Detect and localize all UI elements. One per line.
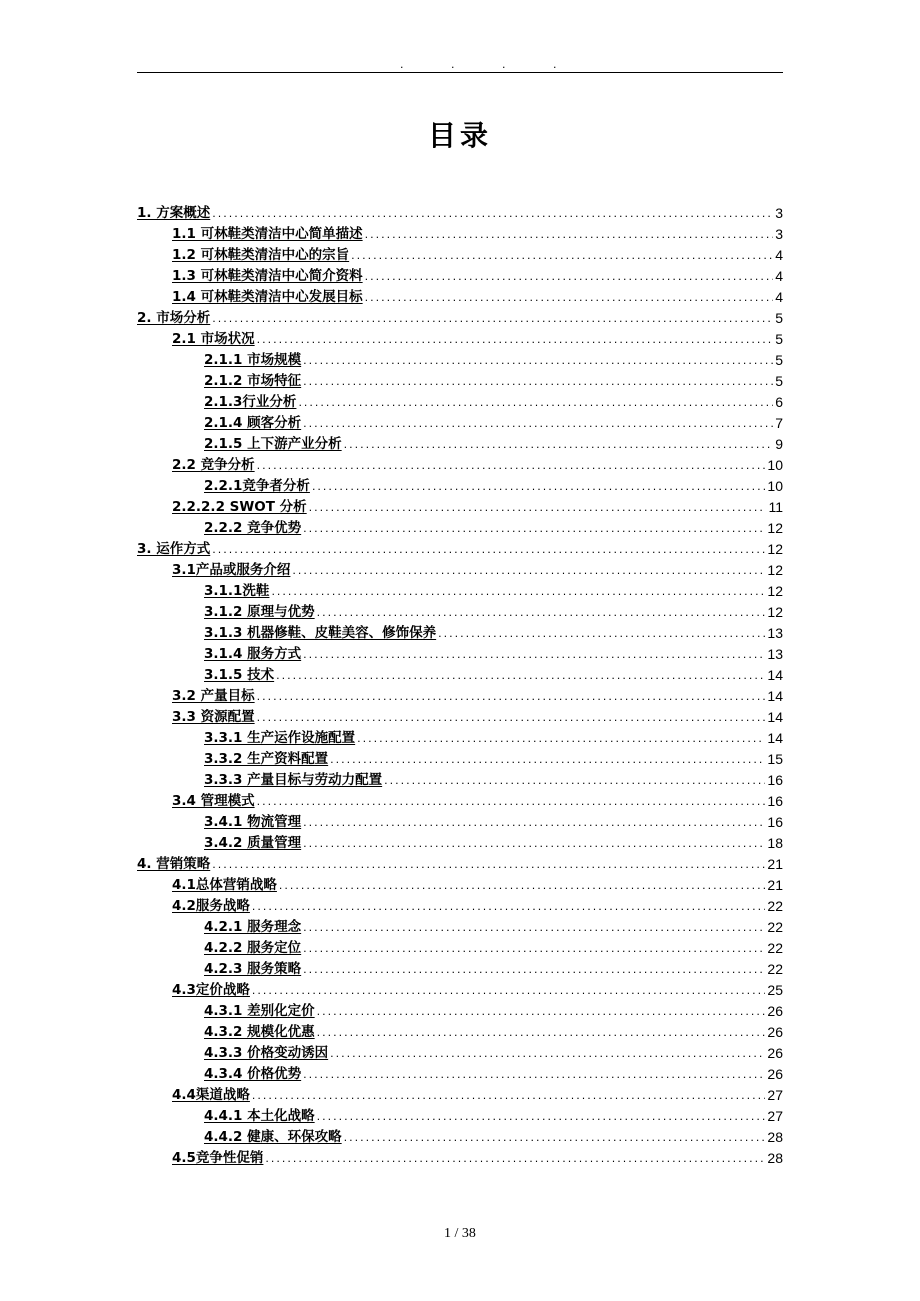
toc-entry[interactable] [137,410,783,431]
toc-entry-page: 10 [767,478,783,494]
toc-leader-dots [303,354,773,368]
toc-leader-dots [303,816,765,830]
toc-entry-page: 28 [767,1129,783,1145]
toc-entry-label[interactable]: 4.3.2 规模化优惠 [204,1024,315,1040]
toc-leader-dots [212,858,765,872]
toc-entry[interactable] [137,389,783,410]
toc-entry-label[interactable]: 4. 营销策略 [137,856,211,872]
toc-leader-dots [317,606,766,620]
toc-leader-dots [365,270,774,284]
toc-entry-label[interactable]: 3.3.3 产量目标与劳动力配置 [204,772,383,788]
toc-entry-page: 7 [775,415,783,431]
toc-leader-dots [344,438,774,452]
toc-entry[interactable] [137,473,783,494]
toc-entry[interactable] [137,1145,783,1166]
toc-leader-dots [317,1110,766,1124]
toc-entry[interactable] [137,704,783,725]
toc-entry[interactable] [137,725,783,746]
toc-entry-page: 14 [767,667,783,683]
toc-entry-label[interactable]: 3.3.2 生产资料配置 [204,751,329,767]
header-dots: . . . . [400,58,579,71]
toc-entry[interactable] [137,263,783,284]
toc-entry-label[interactable]: 2.1.2 市场特征 [204,373,302,389]
toc-entry-page: 14 [767,730,783,746]
toc-entry-label[interactable]: 2.1 市场状况 [172,331,255,347]
toc-entry[interactable] [137,1040,783,1061]
toc-entry[interactable] [137,347,783,368]
toc-leader-dots [384,774,765,788]
toc-entry[interactable] [137,767,783,788]
toc-entry-label[interactable]: 3.4.2 质量管理 [204,835,302,851]
toc-entry-label[interactable]: 2.1.3行业分析 [204,394,297,410]
toc-leader-dots [257,690,766,704]
toc-entry-label[interactable]: 2.1.1 市场规模 [204,352,302,368]
toc-entry[interactable] [137,494,783,515]
toc-leader-dots [303,921,765,935]
toc-entry-page: 25 [767,982,783,998]
toc-entry-page: 3 [775,205,783,221]
toc-leader-dots [276,669,765,683]
toc-entry[interactable] [137,284,783,305]
toc-entry-page: 26 [767,1045,783,1061]
header-rule [137,72,783,73]
toc-entry[interactable] [137,200,783,221]
toc-entry[interactable] [137,326,783,347]
toc-leader-dots [303,522,765,536]
toc-leader-dots [257,459,766,473]
toc-entry-page: 28 [767,1150,783,1166]
toc-entry-page: 12 [767,604,783,620]
toc-leader-dots [265,1152,765,1166]
toc-entry-label[interactable]: 3.1.5 技术 [204,667,275,683]
toc-entry[interactable] [137,452,783,473]
toc-entry[interactable] [137,515,783,536]
toc-entry-page: 12 [767,541,783,557]
toc-entry-label[interactable]: 1.3 可林鞋类清洁中心简介资料 [172,268,363,284]
toc-leader-dots [357,732,765,746]
toc-entry-page: 22 [767,898,783,914]
toc-entry[interactable] [137,578,783,599]
toc-entry-label[interactable]: 4.4.1 本土化战略 [204,1108,315,1124]
toc-leader-dots [292,564,765,578]
toc-entry-page: 22 [767,919,783,935]
toc-entry[interactable] [137,599,783,620]
toc-entry-page: 26 [767,1003,783,1019]
toc-leader-dots [438,627,765,641]
toc-leader-dots [312,480,765,494]
toc-entry-label[interactable]: 3.4.1 物流管理 [204,814,302,830]
toc-leader-dots [212,312,773,326]
toc-leader-dots [344,1131,766,1145]
toc-entry-page: 15 [767,751,783,767]
toc-entry-label[interactable]: 4.4.2 健康、环保攻略 [204,1129,342,1145]
toc-leader-dots [279,879,766,893]
toc-entry-label[interactable]: 1.1 可林鞋类清洁中心简单描述 [172,226,363,242]
toc-leader-dots [351,249,773,263]
toc-entry[interactable] [137,1019,783,1040]
toc-entry-page: 16 [767,772,783,788]
toc-entry-page: 14 [767,688,783,704]
toc-entry-page: 4 [775,268,783,284]
toc-entry-label[interactable]: 3.2 产量目标 [172,688,255,704]
toc-entry-label[interactable]: 2. 市场分析 [137,310,211,326]
toc-leader-dots [365,228,774,242]
toc-entry-label[interactable]: 4.3.1 差别化定价 [204,1003,315,1019]
toc-entry-page: 5 [775,310,783,326]
table-of-contents [137,200,783,1166]
toc-leader-dots [298,396,773,410]
toc-entry[interactable] [137,221,783,242]
toc-entry-page: 14 [767,709,783,725]
toc-entry[interactable] [137,830,783,851]
toc-entry-label[interactable]: 2.1.4 顾客分析 [204,415,302,431]
toc-entry-page: 16 [767,814,783,830]
toc-entry[interactable] [137,1082,783,1103]
toc-entry[interactable] [137,242,783,263]
toc-entry[interactable] [137,935,783,956]
toc-entry-label[interactable]: 3.3 资源配置 [172,709,255,725]
toc-entry[interactable] [137,956,783,977]
toc-entry-label[interactable]: 2.2 竞争分析 [172,457,255,473]
toc-entry-page: 13 [767,646,783,662]
toc-entry-label[interactable]: 2.1.5 上下游产业分析 [204,436,342,452]
toc-entry[interactable] [137,851,783,872]
toc-leader-dots [252,1089,766,1103]
toc-leader-dots [212,543,765,557]
toc-entry[interactable] [137,536,783,557]
toc-entry-label[interactable]: 1.2 可林鞋类清洁中心的宗旨 [172,247,350,263]
toc-entry-page: 4 [775,289,783,305]
toc-entry[interactable] [137,809,783,830]
toc-entry[interactable] [137,431,783,452]
toc-entry-page: 27 [767,1087,783,1103]
toc-entry-label[interactable]: 3.1.4 服务方式 [204,646,302,662]
toc-entry-label[interactable]: 3.4 管理模式 [172,793,255,809]
toc-entry-page: 5 [775,373,783,389]
toc-entry-page: 21 [767,856,783,872]
page-title: 目录 [427,119,492,152]
toc-leader-dots [252,900,766,914]
toc-entry-page: 6 [775,394,783,410]
toc-entry[interactable] [137,788,783,809]
toc-entry-label[interactable]: 3.1.3 机器修鞋、皮鞋美容、修饰保养 [204,625,437,641]
toc-leader-dots [257,795,766,809]
toc-leader-dots [317,1026,766,1040]
toc-entry[interactable] [137,872,783,893]
toc-leader-dots [317,1005,766,1019]
toc-entry-page: 21 [767,877,783,893]
toc-entry-label[interactable]: 4.5竞争性促销 [172,1150,264,1166]
toc-entry-page: 12 [767,562,783,578]
toc-entry-label[interactable]: 3.1.1洗鞋 [204,583,270,599]
toc-entry-label[interactable]: 1.4 可林鞋类清洁中心发展目标 [172,289,363,305]
toc-entry-label[interactable]: 3.1.2 原理与优势 [204,604,315,620]
toc-entry[interactable] [137,977,783,998]
toc-entry-label[interactable]: 4.2.2 服务定位 [204,940,302,956]
page-indicator: 1 / 38 [444,1226,476,1241]
toc-leader-dots [303,1068,765,1082]
toc-entry[interactable] [137,893,783,914]
toc-entry-label[interactable]: 3. 运作方式 [137,541,211,557]
toc-entry[interactable] [137,368,783,389]
toc-leader-dots [330,753,765,767]
toc-entry-label[interactable]: 4.3.3 价格变动诱因 [204,1045,329,1061]
toc-entry-label[interactable]: 1. 方案概述 [137,205,211,221]
toc-leader-dots [303,942,765,956]
toc-entry-page: 9 [775,436,783,452]
toc-entry-label[interactable]: 4.3定价战略 [172,982,250,998]
toc-entry-label[interactable]: 4.3.4 价格优势 [204,1066,302,1082]
toc-leader-dots [212,207,773,221]
toc-entry-label[interactable]: 4.2.3 服务策略 [204,961,302,977]
toc-entry[interactable] [137,1103,783,1124]
toc-leader-dots [365,291,774,305]
toc-entry-label[interactable]: 4.2服务战略 [172,898,250,914]
toc-entry-page: 26 [767,1024,783,1040]
toc-entry[interactable] [137,746,783,767]
toc-entry[interactable] [137,305,783,326]
toc-entry[interactable] [137,662,783,683]
toc-entry[interactable] [137,620,783,641]
toc-entry[interactable] [137,1061,783,1082]
toc-entry-page: 5 [775,331,783,347]
toc-entry-page: 22 [767,961,783,977]
toc-entry-page: 22 [767,940,783,956]
toc-leader-dots [303,417,773,431]
toc-entry-label[interactable]: 4.2.1 服务理念 [204,919,302,935]
toc-entry-label[interactable]: 4.1总体营销战略 [172,877,277,893]
toc-entry-page: 16 [767,793,783,809]
toc-leader-dots [257,333,774,347]
toc-leader-dots [303,837,765,851]
toc-leader-dots [303,375,773,389]
toc-entry-page: 4 [775,247,783,263]
toc-entry-page: 3 [775,226,783,242]
toc-entry[interactable] [137,683,783,704]
toc-entry-label[interactable]: 2.2.2.2 SWOT 分析 [172,499,307,515]
toc-leader-dots [271,585,765,599]
toc-entry-label[interactable]: 4.4渠道战略 [172,1087,250,1103]
toc-entry-page: 18 [767,835,783,851]
toc-entry-page: 12 [767,583,783,599]
toc-entry[interactable] [137,914,783,935]
toc-leader-dots [309,501,767,515]
toc-leader-dots [257,711,766,725]
toc-entry-page: 13 [767,625,783,641]
toc-entry-page: 26 [767,1066,783,1082]
toc-entry-page: 5 [775,352,783,368]
toc-leader-dots [252,984,766,998]
toc-entry-label[interactable]: 2.2.1竞争者分析 [204,478,310,494]
toc-entry-page: 10 [767,457,783,473]
toc-entry-page: 11 [768,499,783,515]
toc-entry-page: 12 [767,520,783,536]
toc-entry-label[interactable]: 2.2.2 竞争优势 [204,520,302,536]
toc-entry[interactable] [137,1124,783,1145]
toc-leader-dots [303,963,765,977]
toc-leader-dots [303,648,765,662]
toc-entry-page: 27 [767,1108,783,1124]
toc-entry-label[interactable]: 3.1产品或服务介绍 [172,562,291,578]
toc-entry[interactable] [137,557,783,578]
toc-leader-dots [330,1047,765,1061]
toc-entry[interactable] [137,641,783,662]
toc-entry-label[interactable]: 3.3.1 生产运作设施配置 [204,730,356,746]
toc-entry[interactable] [137,998,783,1019]
